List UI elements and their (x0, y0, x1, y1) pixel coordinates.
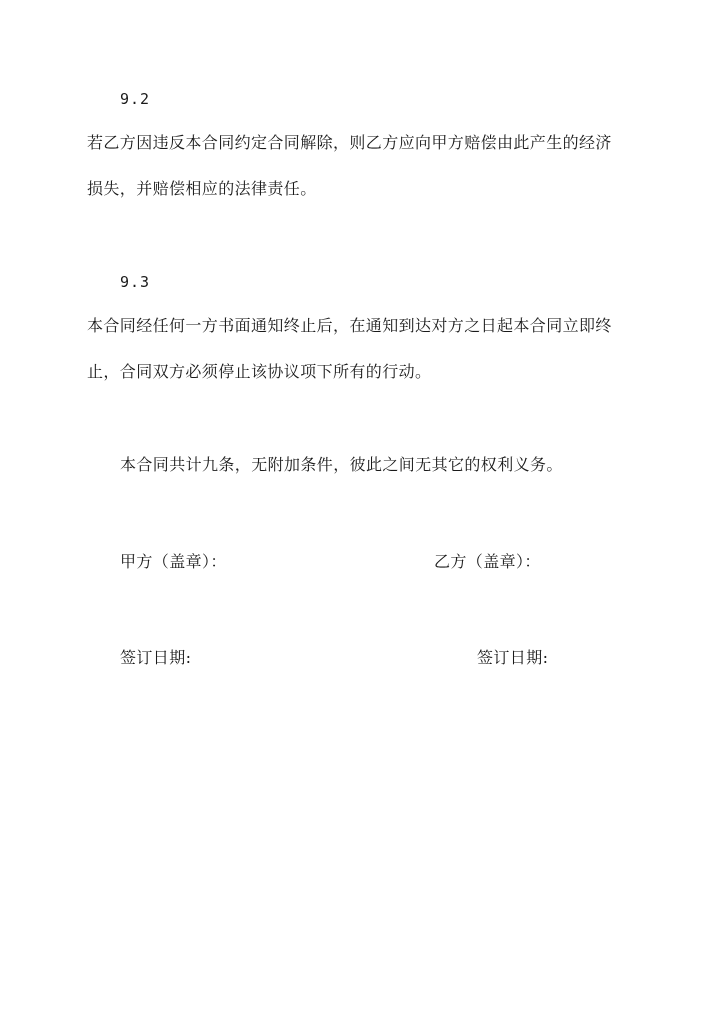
party-b-seal-label: 乙方（盖章）： (434, 552, 541, 571)
party-a-date-label: 签订日期: (120, 648, 192, 667)
clause-text-line: 止，合同双方必须停止该协议项下所有的行动。 (87, 362, 432, 381)
party-b-date-label: 签订日期: (477, 648, 549, 667)
party-a-seal-label: 甲方（盖章）： (120, 552, 227, 571)
contract-summary: 本合同共计九条，无附加条件，彼此之间无其它的权利义务。 (120, 455, 563, 474)
clause-text-line: 本合同经任何一方书面通知终止后，在通知到达对方之日起本合同立即终 (87, 316, 612, 335)
clause-number: 9.2 (120, 90, 151, 108)
clause-number: 9.3 (120, 273, 151, 291)
clause-text-line: 损失，并赔偿相应的法律责任。 (87, 179, 317, 198)
clause-text-line: 若乙方因违反本合同约定合同解除，则乙方应向甲方赔偿由此产生的经济 (87, 133, 612, 152)
